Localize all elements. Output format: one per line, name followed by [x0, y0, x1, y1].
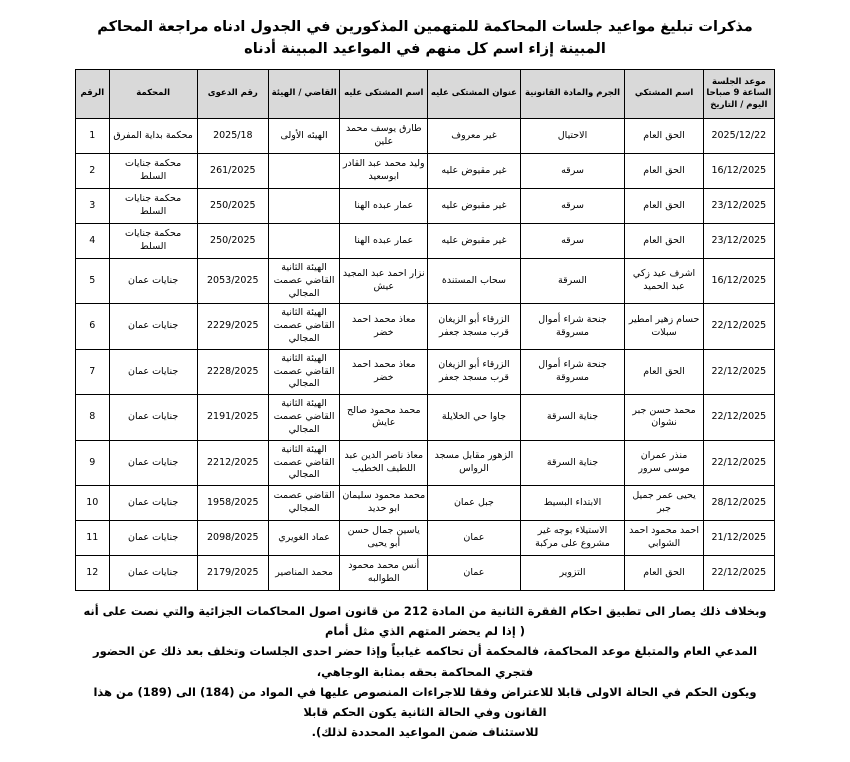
cell-plaintiff: يحيى عمر جميل جبر [625, 486, 703, 521]
cell-charge: جنحة شراء أموال مسروقة [520, 304, 625, 349]
cell-address: جاوا حي الخلايلة [428, 395, 520, 440]
cell-case-number: 2212/2025 [197, 440, 268, 485]
cell-defendant: وليد محمد عبد القادر ابوسعيد [340, 153, 428, 188]
cell-case-number: 2053/2025 [197, 258, 268, 303]
cell-court: جنايات عمان [109, 521, 197, 556]
cell-address: الزرقاء أبو الزيغان قرب مسجد جعفر [428, 304, 520, 349]
cell-judge: الهيئة الثانية القاضي عصمت المجالي [268, 440, 339, 485]
cell-judge [268, 188, 339, 223]
table-row [76, 223, 775, 258]
cell-defendant: ياسين جمال حسن أبو يحيى [340, 521, 428, 556]
cell-sequence: 5 [76, 258, 110, 303]
cell-court: جنايات عمان [109, 258, 197, 303]
cell-defendant: محمد محمود سليمان ابو حديد [340, 486, 428, 521]
cell-case-number: 2098/2025 [197, 521, 268, 556]
cell-defendant: معاذ ناصر الدين عبد اللطيف الخطيب [340, 440, 428, 485]
cell-session-date: 21/12/2025 [703, 521, 774, 556]
cell-session-date: 28/12/2025 [703, 486, 774, 521]
cell-court: محكمة جنايات السلط [109, 153, 197, 188]
cell-session-date: 16/12/2025 [703, 258, 774, 303]
cell-plaintiff: منذر عمران موسى سرور [625, 440, 703, 485]
cell-address: سحاب المستندة [428, 258, 520, 303]
column-header-court: المحكمة [109, 69, 197, 118]
cell-court: محكمة جنايات السلط [109, 223, 197, 258]
cell-judge: الهيئة الثانية القاضي عصمت المجالي [268, 304, 339, 349]
table-body [76, 118, 775, 590]
column-header-charge: الجرم والمادة القانونية [520, 69, 625, 118]
cell-session-date: 23/12/2025 [703, 188, 774, 223]
cell-sequence: 6 [76, 304, 110, 349]
cell-session-date: 22/12/2025 [703, 304, 774, 349]
cell-judge: الهيئه الأولى [268, 118, 339, 153]
cell-charge: جناية السرقة [520, 440, 625, 485]
cell-court: جنايات عمان [109, 486, 197, 521]
court-sessions-table [75, 69, 775, 591]
cell-charge: السرقة [520, 258, 625, 303]
cell-address: الزهور مقابل مسجد الرواس [428, 440, 520, 485]
cell-session-date: 2025/12/22 [703, 118, 774, 153]
table-row [76, 440, 775, 485]
cell-charge: الابتداء البسيط [520, 486, 625, 521]
cell-case-number: 2228/2025 [197, 349, 268, 394]
cell-plaintiff: محمد حسن جبر نشوان [625, 395, 703, 440]
cell-plaintiff: الحق العام [625, 153, 703, 188]
cell-court: جنايات عمان [109, 556, 197, 591]
table-row [76, 349, 775, 394]
cell-address: غير مقبوض عليه [428, 188, 520, 223]
cell-judge: الهيئة الثانية القاضي عصمت المجالي [268, 258, 339, 303]
cell-plaintiff: حسام زهير امطير سبلات [625, 304, 703, 349]
cell-charge: سرقه [520, 188, 625, 223]
table-row [76, 521, 775, 556]
footnote-line-2: المدعي العام والمتبلغ موعد المحاكمة، فالمحكمة أن تحاكمه غيابياً وإذا حضر احدى الجلسات وتخلف بعد ذلك عن الحضور فتجري المحاكمة بحقه بمثابة الوجاهي، [92, 644, 758, 679]
cell-address: عمان [428, 521, 520, 556]
cell-charge: سرقه [520, 223, 625, 258]
column-header-defendant-name: اسم المشتكى عليه [340, 69, 428, 118]
cell-court: جنايات عمان [109, 440, 197, 485]
cell-plaintiff: احمد محمود احمد الشوابي [625, 521, 703, 556]
table-row [76, 188, 775, 223]
cell-sequence: 8 [76, 395, 110, 440]
cell-case-number: 2191/2025 [197, 395, 268, 440]
cell-address: غير مقبوض عليه [428, 223, 520, 258]
footnote-line-4: للاستئناف ضمن المواعيد المحددة لذلك). [311, 724, 539, 739]
table-row [76, 118, 775, 153]
cell-defendant: نزار احمد عبد المجيد عيش [340, 258, 428, 303]
cell-sequence: 4 [76, 223, 110, 258]
column-header-session-date: موعد الجلسة الساعة 9 صباحا اليوم / التاريخ [703, 69, 774, 118]
cell-plaintiff: الحق العام [625, 188, 703, 223]
cell-sequence: 12 [76, 556, 110, 591]
table-row [76, 556, 775, 591]
cell-sequence: 11 [76, 521, 110, 556]
cell-address: جبل عمان [428, 486, 520, 521]
cell-sequence: 10 [76, 486, 110, 521]
cell-plaintiff: الحق العام [625, 223, 703, 258]
page-title: مذكرات تبليغ مواعيد جلسات المحاكمة للمتهمين المذكورين في الجدول ادناه مراجعة المحاكم المبينة إزاء اسم كل منهم في المواعيد المبينة أدناه [97, 19, 753, 58]
column-header-case-number: رقم الدعوى [197, 69, 268, 118]
cell-plaintiff: الحق العام [625, 556, 703, 591]
cell-sequence: 9 [76, 440, 110, 485]
cell-case-number: 261/2025 [197, 153, 268, 188]
column-header-plaintiff: اسم المشتكي [625, 69, 703, 118]
column-header-defendant-address: عنوان المشتكى عليه [428, 69, 520, 118]
cell-sequence: 3 [76, 188, 110, 223]
cell-plaintiff: الحق العام [625, 349, 703, 394]
cell-case-number: 1958/2025 [197, 486, 268, 521]
column-header-judge: القاضي / الهيئة [268, 69, 339, 118]
cell-court: جنايات عمان [109, 304, 197, 349]
cell-session-date: 22/12/2025 [703, 349, 774, 394]
footnote-line-1: وبخلاف ذلك يصار الى تطبيق احكام الفقرة الثانية من المادة 212 من قانون اصول المحاكمات الجزائية والتي نصت على أنه ( إذا لم يحضر المتهم الذي مثل أمام [83, 604, 767, 639]
table-header-row [76, 69, 775, 118]
cell-judge [268, 153, 339, 188]
cell-charge: الاحتيال [520, 118, 625, 153]
cell-charge: الاستيلاء بوجه غير مشروع على مركبة [520, 521, 625, 556]
cell-charge: جنحة شراء أموال مسروقة [520, 349, 625, 394]
cell-judge [268, 223, 339, 258]
cell-defendant: معاذ محمد احمد خضر [340, 349, 428, 394]
cell-defendant: أنس محمد محمود الطوالبه [340, 556, 428, 591]
cell-court: محكمة بداية المفرق [109, 118, 197, 153]
cell-judge: الهيئة الثانية القاضي عصمت المجالي [268, 395, 339, 440]
table-row [76, 395, 775, 440]
cell-case-number: 2025/18 [197, 118, 268, 153]
cell-judge: القاضي عصمت المجالي [268, 486, 339, 521]
cell-defendant: عمار عبده الهنا [340, 223, 428, 258]
cell-case-number: 250/2025 [197, 223, 268, 258]
cell-defendant: محمد محمود صالح عايش [340, 395, 428, 440]
table-row [76, 486, 775, 521]
cell-court: جنايات عمان [109, 349, 197, 394]
cell-court: جنايات عمان [109, 395, 197, 440]
cell-case-number: 2179/2025 [197, 556, 268, 591]
cell-plaintiff: الحق العام [625, 118, 703, 153]
cell-session-date: 23/12/2025 [703, 223, 774, 258]
cell-sequence: 7 [76, 349, 110, 394]
cell-session-date: 16/12/2025 [703, 153, 774, 188]
table-header [76, 69, 775, 118]
table-row [76, 304, 775, 349]
cell-address: الزرقاء أبو الزيغان قرب مسجد جعفر [428, 349, 520, 394]
cell-session-date: 22/12/2025 [703, 556, 774, 591]
cell-sequence: 1 [76, 118, 110, 153]
cell-judge: عماد الغويري [268, 521, 339, 556]
legal-footnote [75, 601, 775, 742]
cell-judge: محمد المناصير [268, 556, 339, 591]
table-row [76, 153, 775, 188]
cell-plaintiff: اشرف عيد زكي عبد الحميد [625, 258, 703, 303]
cell-charge: جناية السرقة [520, 395, 625, 440]
cell-defendant: معاذ محمد احمد خضر [340, 304, 428, 349]
cell-address: عمان [428, 556, 520, 591]
cell-defendant: عمار عبده الهنا [340, 188, 428, 223]
cell-sequence: 2 [76, 153, 110, 188]
table-row [76, 258, 775, 303]
cell-address: غير مقيوض عليه [428, 153, 520, 188]
footnote-line-3: ويكون الحكم في الحالة الاولى قابلا للاعتراض وفقا للاجراءات المنصوص عليها في المواد من (184) الى (189) من هذا القانون وفي الحالة الثانية يكون الحكم قابلا [93, 684, 757, 719]
cell-judge: الهيئة الثانية القاضي عصمت المجالي [268, 349, 339, 394]
cell-session-date: 22/12/2025 [703, 395, 774, 440]
cell-case-number: 250/2025 [197, 188, 268, 223]
cell-charge: سرقه [520, 153, 625, 188]
cell-address: غير معروف [428, 118, 520, 153]
cell-court: محكمة جنايات السلط [109, 188, 197, 223]
cell-defendant: طارق يوسف محمد علين [340, 118, 428, 153]
cell-case-number: 2229/2025 [197, 304, 268, 349]
column-header-sequence: الرقم [76, 69, 110, 118]
cell-session-date: 22/12/2025 [703, 440, 774, 485]
cell-charge: التزوير [520, 556, 625, 591]
